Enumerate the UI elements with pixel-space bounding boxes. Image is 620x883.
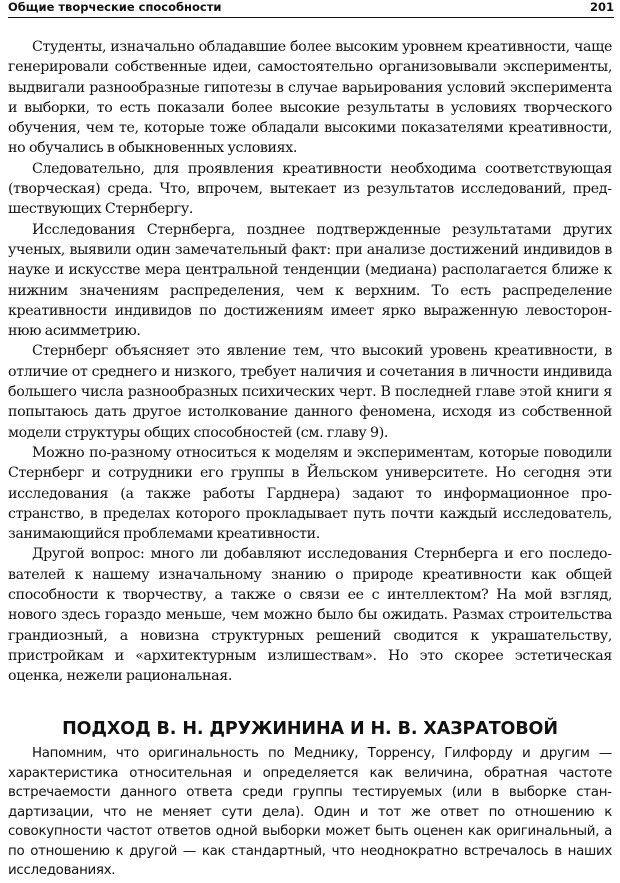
chapter-title: Общие творческие способности	[8, 0, 222, 14]
section-heading: ПОДХОД В. Н. ДРУЖИНИНА И Н. В. ХАЗРАТОВОЙ	[62, 718, 558, 739]
page-number: 201	[589, 0, 614, 14]
body-text	[8, 37, 612, 687]
section-body	[8, 744, 612, 881]
paragraph-another-question: Другой вопрос: много ли добавляют исследования Стернберга и его последователей к нашему изначальному знанию о природе креативности как общей способности к творчеству, а также о связи ее с интеллектом? На мой взгляд, нового здесь гораздо меньше, чем можно было бы ожидать. Размах строительства грандиозный, а новизна структурных решений сводится к украшательству, пристройкам и «архитектурным излишествам». Но это скорее эстетическая оценка, нежели рациональная.	[8, 546, 612, 685]
running-head	[8, 0, 614, 18]
paragraph-consequently: Следовательно, для проявления креативности необходима соответствующая (творческая) среда. Что, впрочем, вытекает из результатов исследований, предшествующих Стернбергу.	[8, 160, 612, 218]
paragraph-students: Студенты, изначально обладавшие более высоким уровнем креативности, чаще генерировали собственные идеи, самостоятельно организовывали эксперименты, выдвигали разнообразные гипотезы в случае варьирования условий эксперимента и выборки, то есть показали более высокие результаты в условиях творческого обучения, чем те, которые тоже обладали высокими показателями креативности, но обучались в обыкновенных условиях.	[8, 39, 612, 157]
paragraph-models-experiments: Можно по-разному относиться к моделям и экспериментам, которые поводили Стернберг и сотрудники его группы в Йельском университете. Но сегодня эти исследования (а также работы Гарднера) задают то информационное пространство, в пределах которого прокладывает путь почти каждый исследователь, занимающийся проблемами креативности.	[8, 444, 612, 543]
paragraph-sternberg-explains: Стернберг объясняет это явление тем, что высокий уровень креативности, в отличие от среднего и низкого, требует наличия и сочетания в личности индивида большего числа разнообразных психических черт. В последней главе этой книги я попытаюсь дать другое истолкование данного феномена, исходя из собственной модели структуры общих способностей (см. главу 9).	[8, 343, 612, 441]
paragraph-sternberg-research: Исследования Стернберга, позднее подтвержденные результатами других ученых, выявили один замечательный факт: при анализе достижений индивидов в науке и искусстве мера центральной тенденции (медиана) располагается ближе к нижним значениям распределения, чем к верхним. То есть распределение креативности индивидов по достижениям имеет ярко выраженную левостороннюю асимметрию.	[8, 221, 612, 340]
paragraph-originality: Напомним, что оригинальность по Меднику, Торренсу, Гилфорду и другим — характеристика относительная и определяется как величина, обратная частоте встречаемости данного ответа среди группы тестируемых (или в выборке стандартизации, что не меняет сути дела). Один и тот же ответ по отношению к совокупности частот ответов одной выборки может быть оценен как оригинальный, а по отношению к другой — как стандартный, что неоднократно встречалось в наших исследованиях.	[8, 746, 612, 878]
